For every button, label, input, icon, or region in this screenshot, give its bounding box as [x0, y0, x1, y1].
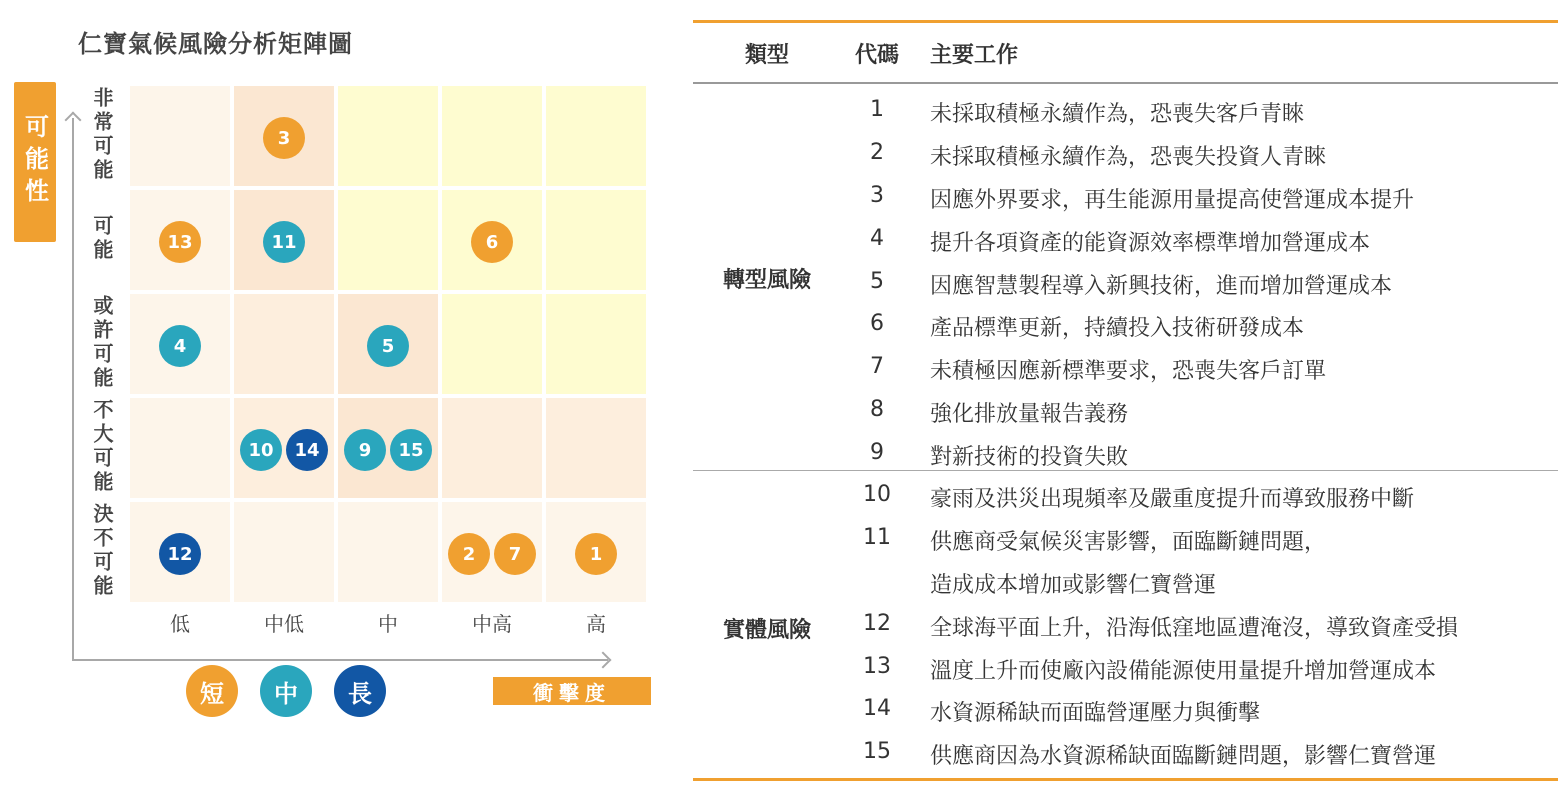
- legend-mid: 中: [260, 665, 312, 717]
- risk-dot-3: 3: [263, 117, 305, 159]
- header-work: 主要工作: [930, 43, 1019, 68]
- x-axis-label: 衝擊度: [493, 677, 651, 705]
- x-axis-line: [72, 659, 608, 661]
- work-7: 未積極因應新標準要求，恐喪失客戶訂單: [930, 359, 1327, 384]
- risk-dot-12: 12: [159, 533, 201, 575]
- risk-dot-7: 7: [494, 533, 536, 575]
- category-transition: 轉型風險: [722, 268, 811, 293]
- risk-dot-14: 14: [286, 429, 328, 471]
- risk-dot-5: 5: [367, 325, 409, 367]
- work-9: 對新技術的投資失敗: [930, 445, 1129, 470]
- table-header-rule: [693, 82, 1558, 84]
- code-13: 13: [863, 654, 891, 679]
- risk-dot-4: 4: [159, 325, 201, 367]
- category-physical: 實體風險: [722, 618, 811, 643]
- matrix-cell-r3-c0: [130, 398, 230, 498]
- code-14: 14: [863, 696, 891, 721]
- work-12: 全球海平面上升，沿海低窪地區遭淹沒，導致資產受損: [930, 616, 1459, 641]
- code-11: 11: [863, 525, 891, 550]
- work-10: 豪雨及洪災出現頻率及嚴重度提升而導致服務中斷: [930, 487, 1415, 512]
- matrix-cell-r0-c4: [546, 86, 646, 186]
- risk-dot-2: 2: [448, 533, 490, 575]
- legend-short: 短: [186, 665, 238, 717]
- table-top-rule: [693, 20, 1558, 23]
- work-11: 供應商受氣候災害影響，面臨斷鏈問題，: [930, 530, 1327, 555]
- code-10: 10: [863, 482, 891, 507]
- risk-dot-11: 11: [263, 221, 305, 263]
- code-15: 15: [863, 739, 891, 764]
- matrix-cell-r2-c3: [442, 294, 542, 394]
- col-label-3: 中高: [472, 612, 512, 636]
- legend-long: 長: [334, 665, 386, 717]
- work-8: 強化排放量報告義務: [930, 402, 1129, 427]
- code-9: 9: [870, 440, 884, 465]
- row-label-0: 非常可能: [90, 87, 114, 183]
- code-5: 5: [870, 269, 884, 294]
- x-axis-arrow: [595, 652, 612, 669]
- matrix-cell-r3-c4: [546, 398, 646, 498]
- work-15: 供應商因為水資源稀缺面臨斷鏈問題，影響仁寶營運: [930, 744, 1437, 769]
- matrix-cell-r0-c0: [130, 86, 230, 186]
- row-label-4: 決不可能: [90, 503, 114, 599]
- work-5: 因應智慧製程導入新興技術，進而增加營運成本: [930, 274, 1393, 299]
- risk-dot-15: 15: [390, 429, 432, 471]
- header-type: 類型: [744, 43, 789, 68]
- col-label-2: 中: [378, 612, 398, 636]
- work-2: 未採取積極永續作為，恐喪失投資人青睞: [930, 145, 1327, 170]
- code-7: 7: [870, 354, 884, 379]
- col-label-1: 中低: [264, 612, 304, 636]
- work-6: 產品標準更新，持續投入技術研發成本: [930, 316, 1305, 341]
- risk-dot-1: 1: [575, 533, 617, 575]
- code-1: 1: [870, 97, 884, 122]
- code-4: 4: [870, 226, 884, 251]
- work-1: 未採取積極永續作為，恐喪失客戶青睞: [930, 102, 1305, 127]
- risk-dot-13: 13: [159, 221, 201, 263]
- risk-dot-10: 10: [240, 429, 282, 471]
- code-12: 12: [863, 611, 891, 636]
- matrix-cell-r1-c4: [546, 190, 646, 290]
- matrix-cell-r0-c3: [442, 86, 542, 186]
- matrix-cell-r0-c2: [338, 86, 438, 186]
- col-label-4: 高: [586, 612, 606, 636]
- work-3: 因應外界要求，再生能源用量提高使營運成本提升: [930, 188, 1415, 213]
- risk-dot-9: 9: [344, 429, 386, 471]
- matrix-cell-r4-c1: [234, 502, 334, 602]
- work-11-line2: 造成成本增加或影響仁寶營運: [930, 573, 1217, 598]
- chart-title: 仁寶氣候風險分析矩陣圖: [78, 30, 353, 58]
- row-label-2: 或許可能: [90, 295, 114, 391]
- work-13: 溫度上升而使廠內設備能源使用量提升增加營運成本: [930, 659, 1437, 684]
- matrix-cell-r3-c3: [442, 398, 542, 498]
- matrix-cell-r2-c4: [546, 294, 646, 394]
- header-code: 代碼: [854, 43, 899, 68]
- work-14: 水資源稀缺而面臨營運壓力與衝擊: [930, 701, 1261, 726]
- row-label-3: 不大可能: [90, 399, 114, 495]
- matrix-cell-r2-c1: [234, 294, 334, 394]
- matrix-cell-r1-c2: [338, 190, 438, 290]
- code-3: 3: [870, 183, 884, 208]
- row-label-1: 可能: [90, 215, 114, 263]
- code-2: 2: [870, 140, 884, 165]
- y-axis-label: 可能性: [20, 114, 49, 210]
- table-group-divider: [693, 470, 1558, 471]
- table-bottom-rule: [693, 778, 1558, 781]
- y-axis-label-box: [14, 82, 56, 242]
- work-4: 提升各項資產的能資源效率標準增加營運成本: [930, 231, 1371, 256]
- matrix-cell-r4-c2: [338, 502, 438, 602]
- code-6: 6: [870, 311, 884, 336]
- col-label-0: 低: [170, 612, 190, 636]
- risk-dot-6: 6: [471, 221, 513, 263]
- code-8: 8: [870, 397, 884, 422]
